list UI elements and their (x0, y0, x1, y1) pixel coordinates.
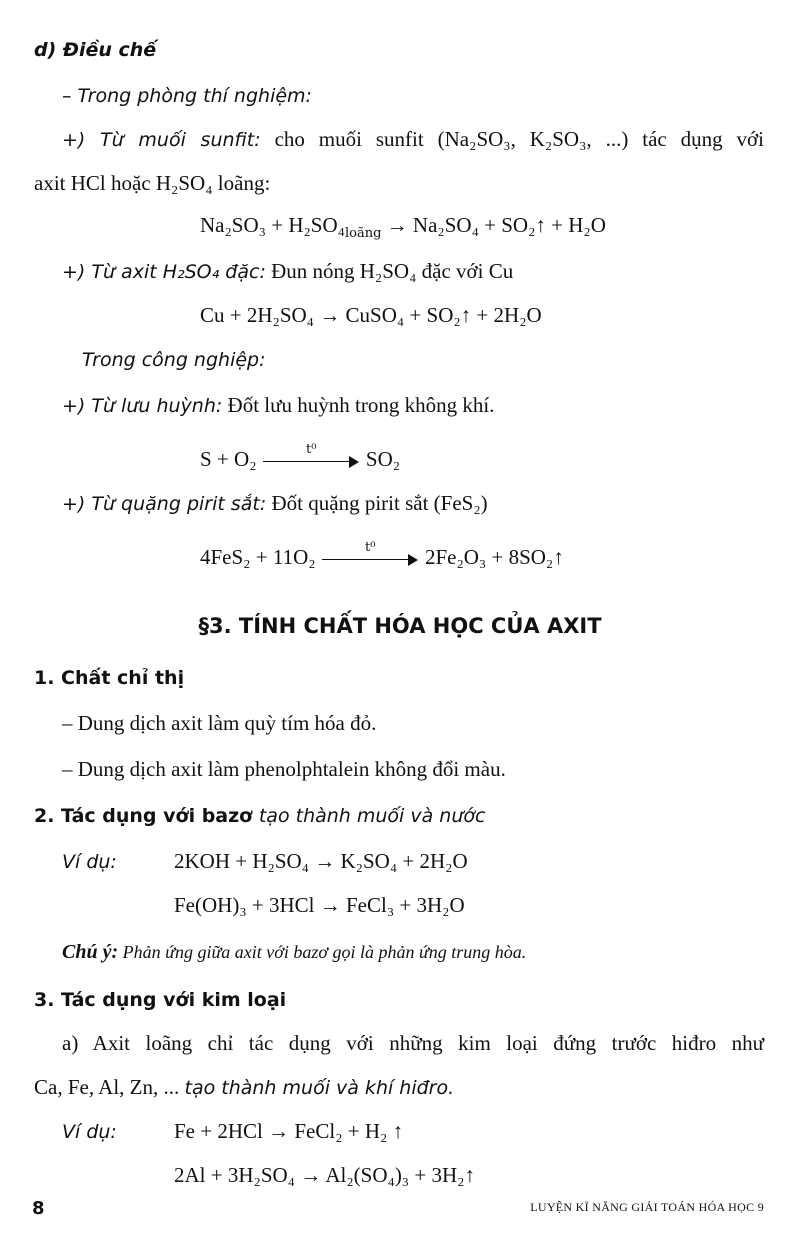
example-label: Ví dụ: (62, 1121, 117, 1143)
reaction-arrow-heat (263, 441, 359, 471)
s3-eq-2: 2Al + 3H₂SO₄ → Al₂(SO₄)₃ + 3H₂↑ (174, 1163, 475, 1187)
s3-a-text-2-italic: tạo thành muối và khí hiđro. (184, 1077, 455, 1099)
note-text: Phản ứng giữa axit với bazơ gọi là phản ứng trung hòa. (118, 942, 527, 962)
s2-eq-2: Fe(OH)₃ + 3HCl → FeCl₃ + 3H₂O (174, 893, 465, 917)
heat-condition: t⁰ (365, 539, 376, 555)
pyrite-line (62, 490, 764, 517)
sulfur-text: Đốt lưu huỳnh trong không khí. (222, 393, 495, 417)
s2-note (62, 938, 764, 965)
s3-example-1 (62, 1118, 764, 1145)
conc-acid-equation (200, 302, 764, 328)
s1-title: 1. Chất chỉ thị (34, 667, 185, 689)
s2-example-2 (174, 892, 764, 918)
s1-item-2 (62, 756, 764, 782)
conc-acid-eq: Cu + 2H₂SO₄ → CuSO₄ + SO₂↑ + 2H₂O (200, 303, 542, 327)
section-d-heading (34, 36, 764, 63)
heading-d: d) Điều chế (34, 39, 157, 61)
sulfite-label: +) Từ muối sunfit: (62, 129, 261, 151)
s2-title-italic: tạo thành muối và nước (258, 805, 486, 827)
sulfite-eq-sub: loãng (344, 226, 382, 242)
s2-title: 2. Tác dụng với bazơ (34, 805, 259, 827)
sulfite-line-1 (62, 126, 764, 153)
s1-item-2-text: – Dung dịch axit làm phenolphtalein không đổi màu. (62, 757, 506, 781)
reaction-arrow-heat (322, 539, 418, 569)
pyrite-eq-left: 4FeS₂ + 11O₂ (200, 545, 316, 569)
sulfur-eq-right: SO₂ (365, 447, 401, 471)
sulfite-eq-right: → Na₂SO₄ + SO₂↑ + H₂O (381, 213, 606, 237)
s1-item-1 (62, 710, 764, 736)
s3-a-text-2: Ca, Fe, Al, Zn, ... (34, 1075, 185, 1099)
s3-a-line-2 (34, 1074, 764, 1101)
sulfite-line-2 (34, 170, 764, 196)
sulfur-eq-left: S + O₂ (200, 447, 257, 471)
sulfur-label: +) Từ lưu huỳnh: (62, 395, 223, 417)
pyrite-equation (200, 539, 764, 570)
s3-eq-1: Fe + 2HCl → FeCl₂ + H₂ ↑ (174, 1119, 404, 1143)
conc-acid-line (62, 258, 764, 285)
s3-a-text-1: a) Axit loãng chỉ tác dụng với những kim loại đứng trước hiđro như (62, 1031, 764, 1055)
conc-acid-label: +) Từ axit H₂SO₄ đặc: (62, 261, 266, 283)
sulfite-equation (200, 212, 764, 247)
heat-condition: t⁰ (305, 441, 317, 457)
industry-heading (82, 346, 764, 373)
s3-title: 3. Tác dụng với kim loại (34, 989, 287, 1011)
running-footer-title: LUYỆN KĨ NĂNG GIẢI TOÁN HÓA HỌC 9 (530, 1200, 764, 1214)
sulfite-text-2: axit HCl hoặc H₂SO₄ loãng: (34, 171, 271, 195)
s1-title-line (34, 664, 764, 691)
s2-example-1 (62, 848, 764, 875)
sulfite-eq-left: Na₂SO₃ + H₂SO₄ (200, 213, 345, 237)
s3-a-line-1 (62, 1030, 764, 1056)
pyrite-eq-right: 2Fe₂O₃ + 8SO₂↑ (424, 545, 564, 569)
sulfur-equation (200, 441, 764, 472)
pyrite-text: Đốt quặng pirit sắt (FeS₂) (266, 491, 488, 515)
s2-eq-1: 2KOH + H₂SO₄ → K₂SO₄ + 2H₂O (174, 849, 468, 873)
s3-title-line (34, 986, 764, 1013)
s3-example-2 (174, 1162, 764, 1188)
s2-title-line (34, 802, 764, 829)
sulfite-text-1: cho muối sunfit (Na₂SO₃, K₂SO₃, ...) tác dụng với (260, 127, 764, 151)
s1-item-1-text: – Dung dịch axit làm quỳ tím hóa đỏ. (62, 711, 377, 735)
pyrite-label: +) Từ quặng pirit sắt: (62, 493, 267, 515)
lab-heading-text: – Trong phòng thí nghiệm: (62, 85, 312, 107)
example-label: Ví dụ: (62, 851, 117, 873)
industry-heading-text: Trong công nghiệp: (82, 349, 266, 371)
conc-acid-text: Đun nóng H₂SO₄ đặc với Cu (265, 259, 514, 283)
lab-heading (62, 82, 764, 109)
section-title: §3. TÍNH CHẤT HÓA HỌC CỦA AXIT (198, 614, 602, 638)
sulfur-line (62, 392, 764, 419)
page-number: 8 (32, 1198, 45, 1219)
note-label: Chú ý: (62, 941, 119, 963)
